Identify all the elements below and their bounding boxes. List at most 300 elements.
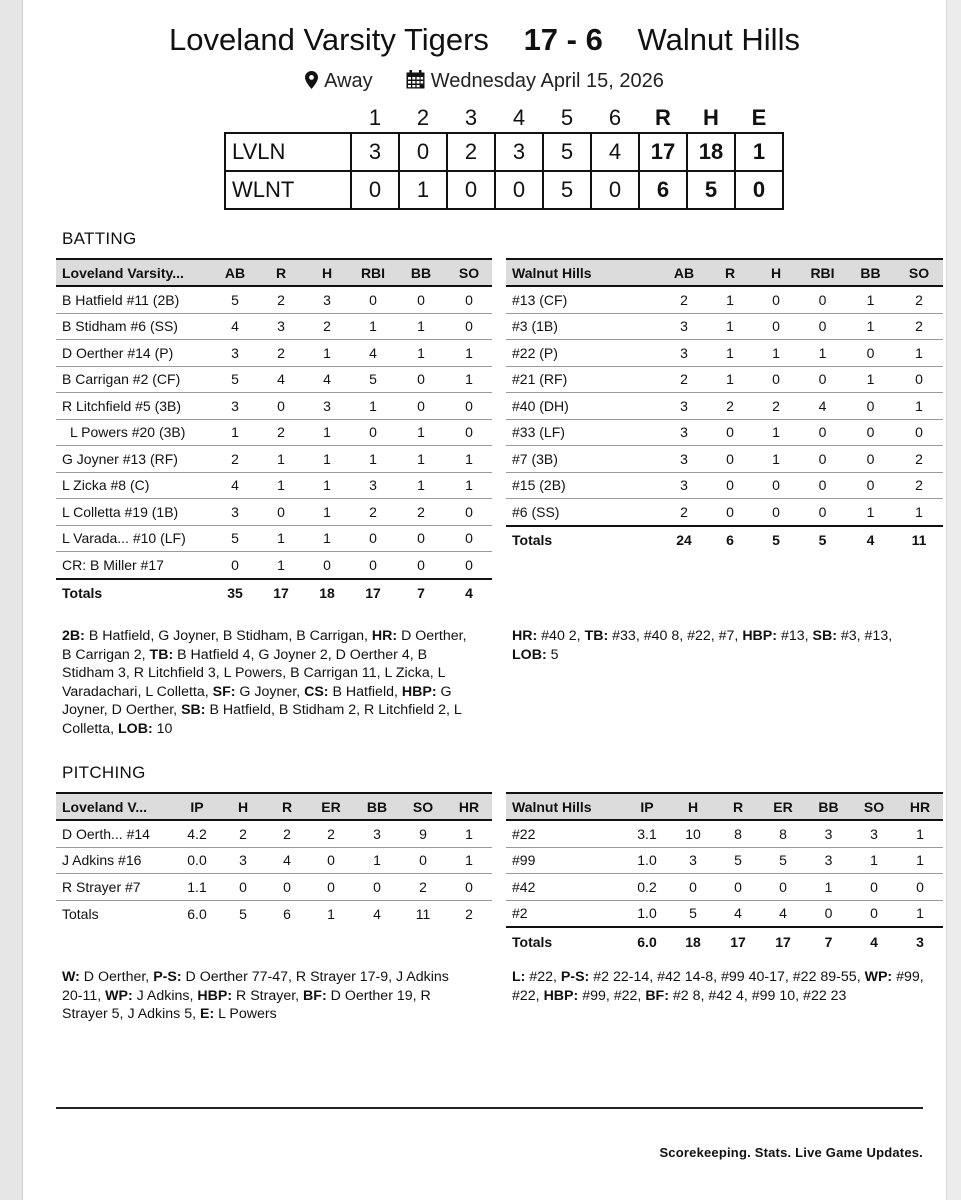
loveland-pitching-table — [56, 792, 492, 928]
stat-cell: 2 — [895, 446, 943, 473]
stat-cell: 2 — [396, 499, 446, 526]
hits-total: 5 — [687, 171, 735, 209]
stat-cell: 1 — [354, 847, 400, 874]
stat-cell: 0 — [846, 340, 895, 367]
stat-cell: 2 — [258, 419, 304, 446]
hits-total: 18 — [687, 133, 735, 171]
stat-cell: 0 — [350, 286, 396, 313]
stat-cell: 0 — [446, 419, 492, 446]
stat-cell: 4.2 — [174, 820, 220, 847]
table-row — [56, 446, 492, 473]
total-cell: 4 — [354, 900, 400, 928]
column-header: SO — [851, 793, 897, 820]
walnut-batting-notes — [512, 627, 922, 664]
stat-cell: 0 — [707, 419, 753, 446]
player-name: CR: B Miller #17 — [56, 552, 212, 579]
stat-cell: 1 — [212, 419, 258, 446]
stat-cell: 0 — [753, 472, 799, 499]
stat-cell: 0 — [396, 552, 446, 579]
totals-row — [56, 900, 492, 928]
total-cell: 6 — [707, 526, 753, 554]
player-name: #42 — [506, 874, 624, 901]
column-header: ER — [308, 793, 354, 820]
player-name: D Oerth... #14 — [56, 820, 174, 847]
total-cell: 17 — [350, 579, 396, 607]
stat-cell: 1.0 — [624, 847, 670, 874]
table-row — [506, 820, 943, 847]
table-row — [506, 393, 943, 420]
totals-label: Totals — [56, 579, 212, 607]
stat-cell: 1.0 — [624, 900, 670, 927]
stat-cell: 0 — [220, 874, 266, 901]
stat-cell: 3 — [670, 847, 716, 874]
runs-header: R — [655, 105, 671, 130]
stat-cell: 1 — [897, 847, 943, 874]
stat-note-key: WP: — [105, 987, 133, 1004]
stat-cell: 3 — [806, 847, 851, 874]
stat-note-key: 2B: — [62, 628, 85, 644]
linescore-team-header — [225, 104, 351, 133]
stat-cell: 3 — [661, 472, 707, 499]
table-row — [506, 340, 943, 367]
loveland-pitching-notes — [62, 968, 472, 1024]
stat-cell: 5 — [760, 847, 806, 874]
stat-cell: 0 — [396, 366, 446, 393]
stat-note-text: G Joyner, — [235, 683, 305, 700]
player-name: J Adkins #16 — [56, 847, 174, 874]
stat-cell: 5 — [670, 900, 716, 927]
player-name: #33 (LF) — [506, 419, 661, 446]
away-team-name: Walnut Hills — [637, 22, 800, 57]
stat-note-text: #2 8, #42 4, #99 10, #22 23 — [668, 987, 847, 1004]
player-name: #40 (DH) — [506, 393, 661, 420]
table-header-row — [56, 793, 492, 820]
stat-cell: 1 — [396, 446, 446, 473]
stat-cell: 0 — [799, 499, 846, 526]
total-cell: 4 — [846, 526, 895, 554]
stat-cell: 1 — [799, 340, 846, 367]
stat-note-text: B Hatfield, B Stidham 2, R Litchfield 2, L Colletta, — [62, 702, 466, 737]
column-header: SO — [400, 793, 446, 820]
stat-cell: 0 — [670, 874, 716, 901]
stat-cell: 0 — [846, 393, 895, 420]
stat-note-text: #22, — [525, 969, 561, 985]
stat-cell: 3 — [258, 313, 304, 340]
stat-cell: 1 — [846, 366, 895, 393]
stat-cell: 1 — [258, 472, 304, 499]
stat-cell: 0 — [258, 393, 304, 420]
stat-cell: 0 — [266, 874, 308, 901]
table-row — [506, 874, 943, 901]
table-row — [56, 552, 492, 579]
column-header: IP — [174, 793, 220, 820]
table-row — [506, 446, 943, 473]
total-cell: 2 — [446, 900, 492, 928]
total-cell: 18 — [670, 927, 716, 955]
stat-cell: 3 — [304, 393, 350, 420]
table-row — [506, 900, 943, 927]
loveland-batting-notes — [62, 627, 472, 739]
stat-cell: 2 — [400, 874, 446, 901]
player-name: B Carrigan #2 (CF) — [56, 366, 212, 393]
stat-cell: 8 — [760, 820, 806, 847]
stat-cell: 1 — [806, 874, 851, 901]
stat-cell: 0 — [446, 499, 492, 526]
stat-cell: 4 — [350, 340, 396, 367]
stat-cell: 0 — [400, 847, 446, 874]
stat-cell: 10 — [670, 820, 716, 847]
stat-cell: 0 — [799, 286, 846, 313]
stat-cell: 4 — [212, 313, 258, 340]
stat-cell: 0 — [846, 472, 895, 499]
inning-header: 1 — [368, 105, 382, 130]
team-column-header: Loveland Varsity... — [56, 259, 212, 286]
stat-cell: 1 — [851, 847, 897, 874]
stat-note-key: LOB: — [512, 646, 547, 663]
linescore-header — [225, 104, 783, 133]
pitching-section-label: PITCHING — [62, 763, 146, 782]
stat-cell: 5 — [212, 366, 258, 393]
stat-cell: 0 — [396, 393, 446, 420]
stat-cell: 3 — [661, 419, 707, 446]
stat-cell: 0 — [753, 366, 799, 393]
player-name: D Oerther #14 (P) — [56, 340, 212, 367]
column-header: BB — [846, 259, 895, 286]
stat-cell: 0 — [446, 313, 492, 340]
stat-cell: 0 — [350, 419, 396, 446]
table-row — [56, 820, 492, 847]
footer-tagline: Scorekeeping. Stats. Live Game Updates. — [659, 1145, 923, 1160]
total-cell: 17 — [760, 927, 806, 955]
box-score-page — [22, 0, 947, 1200]
total-cell: 6.0 — [624, 927, 670, 955]
player-name: #22 — [506, 820, 624, 847]
loveland-batting-rows — [56, 286, 492, 607]
table-row — [506, 847, 943, 874]
stat-cell: 3 — [350, 472, 396, 499]
total-cell: 4 — [851, 927, 897, 955]
stat-cell: 0 — [753, 286, 799, 313]
stat-cell: 1 — [753, 419, 799, 446]
stat-note-key: E: — [200, 1006, 215, 1023]
stat-cell: 0 — [806, 900, 851, 927]
column-header: ER — [760, 793, 806, 820]
stat-cell: 0 — [716, 874, 760, 901]
stat-cell: 1 — [707, 340, 753, 367]
stat-cell: 3 — [806, 820, 851, 847]
errors-total: 0 — [735, 171, 783, 209]
table-row — [56, 472, 492, 499]
runs-total: 6 — [639, 171, 687, 209]
column-header: R — [707, 259, 753, 286]
stat-cell: 0 — [308, 874, 354, 901]
stat-cell: 1 — [304, 446, 350, 473]
stat-cell: 0 — [308, 847, 354, 874]
stat-note-key: LOB: — [118, 720, 153, 737]
stat-cell: 2 — [258, 286, 304, 313]
player-name: #2 — [506, 900, 624, 927]
stat-note-key: L: — [512, 969, 526, 985]
column-header: H — [753, 259, 799, 286]
stat-cell: 2 — [895, 313, 943, 340]
stat-note-key: HBP: — [401, 683, 437, 700]
column-header: RBI — [799, 259, 846, 286]
stat-note-key: BF: — [645, 987, 669, 1004]
player-name: #6 (SS) — [506, 499, 661, 526]
home-team-name: Loveland Varsity Tigers — [169, 22, 489, 57]
stat-note-text: #99, #22, — [578, 987, 646, 1004]
stat-note-key: HR: — [371, 628, 398, 644]
total-cell: 6.0 — [174, 900, 220, 928]
stat-cell: 4 — [304, 366, 350, 393]
stat-cell: 4 — [760, 900, 806, 927]
walnut-pitching-notes — [512, 968, 930, 1005]
table-header-row — [506, 259, 943, 286]
inning-header: 5 — [560, 105, 574, 130]
final-score: 17 - 6 — [523, 22, 603, 57]
stat-cell: 3 — [212, 340, 258, 367]
total-cell: 17 — [258, 579, 304, 607]
total-cell: 4 — [446, 579, 492, 607]
totals-row — [506, 526, 943, 554]
walnut-batting-rows — [506, 286, 943, 554]
stat-note-key: BF: — [303, 987, 327, 1004]
stat-note-key: SB: — [812, 628, 837, 644]
stat-cell: 0 — [799, 419, 846, 446]
stat-note-text: #40 2, — [537, 628, 585, 644]
game-location: Away — [324, 70, 373, 92]
inning-score: 3 — [351, 133, 399, 171]
table-row — [56, 393, 492, 420]
stat-cell: 0 — [846, 446, 895, 473]
column-header: H — [670, 793, 716, 820]
runs-total: 17 — [639, 133, 687, 171]
stat-cell: 2 — [266, 820, 308, 847]
stat-note-key: P-S: — [560, 969, 590, 985]
stat-cell: 3 — [661, 340, 707, 367]
stat-cell: 1 — [396, 472, 446, 499]
player-name: #3 (1B) — [506, 313, 661, 340]
stat-cell: 0 — [354, 874, 400, 901]
column-header: BB — [396, 259, 446, 286]
stat-cell: 5 — [350, 366, 396, 393]
inning-header: 6 — [608, 105, 622, 130]
stat-cell: 1 — [846, 499, 895, 526]
stat-cell: 0 — [799, 313, 846, 340]
inning-header: 3 — [464, 105, 478, 130]
player-name: #99 — [506, 847, 624, 874]
player-name: B Stidham #6 (SS) — [56, 313, 212, 340]
stat-cell: 1 — [897, 900, 943, 927]
stat-cell: 1 — [396, 313, 446, 340]
stat-cell: 0 — [212, 552, 258, 579]
stat-cell: 5 — [716, 847, 760, 874]
stat-note-key: P-S: — [153, 969, 182, 985]
hits-header: H — [703, 105, 719, 130]
table-row — [56, 366, 492, 393]
inning-header: 2 — [416, 105, 430, 130]
column-header: H — [220, 793, 266, 820]
stat-cell: 3 — [661, 313, 707, 340]
inning-score: 0 — [447, 171, 495, 209]
table-row — [56, 313, 492, 340]
team-column-header: Walnut Hills — [506, 793, 624, 820]
totals-label: Totals — [506, 526, 661, 554]
inning-header: 4 — [512, 105, 526, 130]
team-column-header: Loveland V... — [56, 793, 174, 820]
stat-cell: 0 — [799, 472, 846, 499]
column-header: IP — [624, 793, 670, 820]
stat-note-text: D Oerther 19, R Strayer 5, J Adkins 5, — [62, 987, 435, 1023]
loveland-batting-table — [56, 258, 492, 607]
linescore-row — [225, 133, 783, 171]
player-name: #21 (RF) — [506, 366, 661, 393]
stat-cell: 1 — [396, 340, 446, 367]
stat-note-key: SF: — [212, 683, 236, 700]
table-row — [506, 499, 943, 526]
game-title — [22, 22, 947, 58]
stat-cell: 1 — [446, 446, 492, 473]
table-row — [56, 340, 492, 367]
errors-total: 1 — [735, 133, 783, 171]
stat-note-key: HR: — [512, 628, 538, 644]
loveland-pitching-rows — [56, 820, 492, 928]
stat-cell: 2 — [350, 499, 396, 526]
stat-cell: 0 — [799, 366, 846, 393]
stat-note-text: B Hatfield 4, G Joyner 2, D Oerther 4, B Stidham 3, R Litchfield 3, L Powers, B Carrigan 11, L Zicka, L Varadachari, L Colletta, — [62, 646, 449, 700]
column-header: RBI — [350, 259, 396, 286]
stat-cell: 1.1 — [174, 874, 220, 901]
stat-cell: 1 — [304, 472, 350, 499]
stat-cell: 1 — [446, 472, 492, 499]
stat-cell: 3 — [304, 286, 350, 313]
inning-score: 2 — [447, 133, 495, 171]
stat-cell: 1 — [707, 313, 753, 340]
total-cell: 18 — [304, 579, 350, 607]
stat-note-text: D Oerther 77-47, R Strayer 17-9, J Adkins 20-11, — [62, 969, 453, 1004]
total-cell: 6 — [266, 900, 308, 928]
stat-cell: 2 — [707, 393, 753, 420]
stat-note-key: HBP: — [197, 987, 233, 1004]
stat-note-key: HBP: — [543, 987, 579, 1004]
table-row — [56, 286, 492, 313]
stat-cell: 1 — [304, 525, 350, 552]
stat-cell: 1 — [304, 340, 350, 367]
stat-cell: 3 — [212, 393, 258, 420]
stat-note-text: #99, #22, — [512, 969, 928, 1004]
stat-cell: 2 — [895, 472, 943, 499]
stat-cell: 1 — [350, 446, 396, 473]
stat-cell: 0 — [446, 286, 492, 313]
total-cell: 1 — [308, 900, 354, 928]
linescore-table — [224, 104, 784, 210]
inning-score: 4 — [591, 133, 639, 171]
total-cell: 3 — [897, 927, 943, 955]
column-header: HR — [446, 793, 492, 820]
stat-cell: 1 — [446, 366, 492, 393]
stat-cell: 0 — [446, 874, 492, 901]
table-row — [506, 366, 943, 393]
walnut-pitching-rows — [506, 820, 943, 955]
game-meta — [22, 70, 947, 95]
column-header: R — [258, 259, 304, 286]
table-header-row — [506, 793, 943, 820]
total-cell: 24 — [661, 526, 707, 554]
stat-note-text: L Powers — [214, 1006, 277, 1023]
player-name: #7 (3B) — [506, 446, 661, 473]
stat-cell: 3 — [851, 820, 897, 847]
stat-cell: 1 — [753, 446, 799, 473]
stat-cell: 0 — [851, 874, 897, 901]
stat-cell: 1 — [304, 419, 350, 446]
stat-cell: 1 — [897, 820, 943, 847]
table-row — [506, 313, 943, 340]
totals-label: Totals — [506, 927, 624, 955]
stat-cell: 0 — [396, 286, 446, 313]
player-name: L Varada... #10 (LF) — [56, 525, 212, 552]
stat-note-text: #13, — [777, 628, 813, 644]
stat-cell: 1 — [258, 552, 304, 579]
stat-note-text: D Oerther, B Carrigan 2, — [62, 628, 471, 663]
player-name: L Zicka #8 (C) — [56, 472, 212, 499]
stat-cell: 1 — [396, 419, 446, 446]
stat-note-key: W: — [62, 969, 80, 985]
stat-cell: 1 — [446, 847, 492, 874]
stat-cell: 3 — [661, 393, 707, 420]
inning-score: 5 — [543, 171, 591, 209]
table-row — [56, 499, 492, 526]
column-header: BB — [354, 793, 400, 820]
stat-cell: 0 — [895, 366, 943, 393]
stat-cell: 4 — [212, 472, 258, 499]
player-name: L Powers #20 (3B) — [56, 419, 212, 446]
stat-cell: 0 — [895, 419, 943, 446]
total-cell: 11 — [895, 526, 943, 554]
stat-cell: 2 — [661, 499, 707, 526]
stat-cell: 0 — [799, 446, 846, 473]
stat-cell: 1 — [258, 446, 304, 473]
footer-divider — [56, 1107, 923, 1109]
calendar-icon — [406, 70, 425, 95]
stat-cell: 5 — [212, 286, 258, 313]
stat-cell: 2 — [661, 286, 707, 313]
stat-cell: 0 — [707, 472, 753, 499]
total-cell: 7 — [396, 579, 446, 607]
stat-cell: 4 — [266, 847, 308, 874]
stat-cell: 0 — [707, 446, 753, 473]
table-row — [506, 419, 943, 446]
errors-header: E — [751, 105, 767, 130]
inning-score: 0 — [591, 171, 639, 209]
stat-cell: 0 — [846, 419, 895, 446]
stat-cell: 9 — [400, 820, 446, 847]
stat-cell: 3.1 — [624, 820, 670, 847]
stat-note-text: #2 22-14, #42 14-8, #99 40-17, #22 89-55, — [589, 969, 865, 985]
stat-cell: 1 — [446, 820, 492, 847]
stat-cell: 1 — [707, 366, 753, 393]
game-date: Wednesday April 15, 2026 — [430, 70, 664, 92]
inning-score: 0 — [495, 171, 543, 209]
player-name: #15 (2B) — [506, 472, 661, 499]
linescore-team: WLNT — [225, 171, 351, 209]
stat-note-key: TB: — [149, 646, 174, 663]
stat-cell: 1 — [446, 340, 492, 367]
stat-cell: 5 — [212, 525, 258, 552]
stat-cell: 4 — [716, 900, 760, 927]
column-header: AB — [661, 259, 707, 286]
stat-cell: 1 — [258, 525, 304, 552]
stat-cell: 1 — [846, 313, 895, 340]
